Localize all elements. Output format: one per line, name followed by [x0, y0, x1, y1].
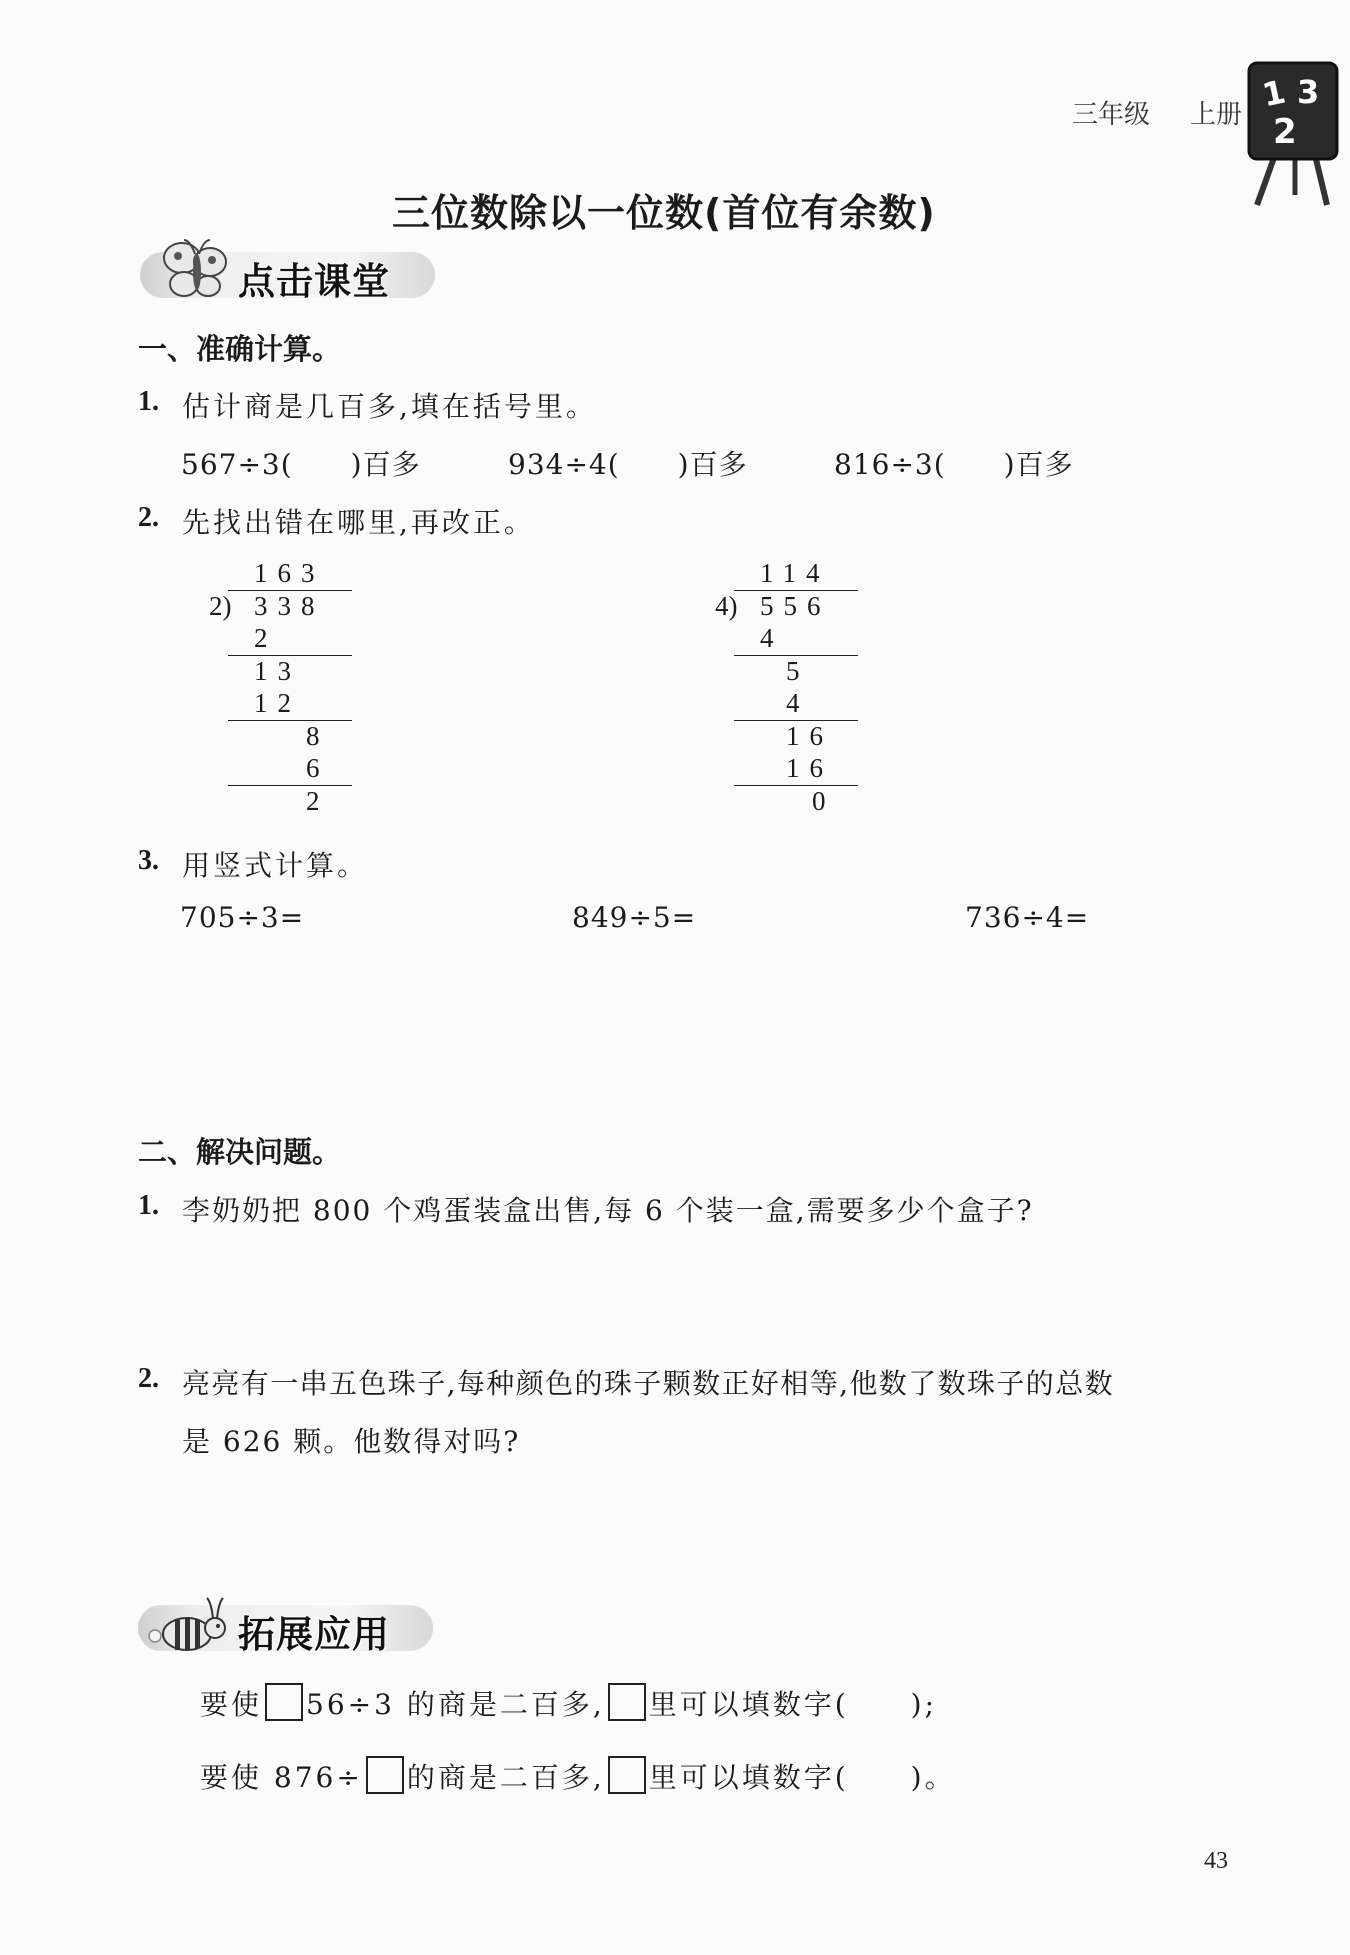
- left-step-2: 13: [254, 656, 301, 686]
- grade-label: 三年级: [1072, 100, 1151, 130]
- ext2-post: 里可以填数字( )。: [648, 1761, 956, 1794]
- right-dividend: 556: [760, 591, 831, 621]
- right-step-6: 0: [812, 786, 836, 816]
- section-badge-extension-label: 拓展应用: [238, 1613, 390, 1656]
- answer-box[interactable]: [366, 1756, 404, 1794]
- q2-text: 先找出错在哪里,再改正。: [182, 506, 535, 539]
- q1-number: 1.: [138, 386, 159, 417]
- part1-heading: 一、准确计算。: [138, 332, 342, 366]
- p2-q1-text: 李奶奶把 800 个鸡蛋装盒出售,每 6 个装一盒,需要多少个盒子?: [182, 1194, 1034, 1227]
- p2-q2-line2: 是 626 颗。他数得对吗?: [182, 1425, 521, 1458]
- q3-item-1: 705÷3=: [180, 901, 305, 934]
- left-step-6: 2: [306, 786, 330, 816]
- part2-heading: 二、解决问题。: [138, 1135, 342, 1169]
- answer-box[interactable]: [608, 1756, 646, 1794]
- left-step-3: 12: [254, 688, 301, 718]
- left-divisor: 2): [209, 591, 232, 621]
- right-step-4: 16: [786, 721, 833, 751]
- q3-number: 3.: [138, 845, 159, 876]
- extension-line-2: [200, 1756, 956, 1796]
- answer-box[interactable]: [265, 1683, 303, 1721]
- q3-item-2: 849÷5=: [572, 901, 697, 934]
- ext2-mid: 的商是二百多,: [406, 1761, 605, 1794]
- board-number-3: 3: [1297, 73, 1320, 111]
- right-step-5: 16: [786, 753, 833, 783]
- p2-q1-number: 1.: [138, 1190, 159, 1221]
- p2-q2-line1: 亮亮有一串五色珠子,每种颜色的珠子颗数正好相等,他数了数珠子的总数: [182, 1367, 1115, 1400]
- q3-text: 用竖式计算。: [182, 849, 369, 882]
- right-step-1: 4: [760, 623, 784, 653]
- answer-box[interactable]: [608, 1683, 646, 1721]
- extension-line-1: [200, 1683, 937, 1723]
- board-number-2: 2: [1273, 112, 1297, 152]
- q1-item-1: 567÷3( )百多: [181, 448, 421, 481]
- q1-item-3: 816÷3( )百多: [834, 448, 1074, 481]
- right-quotient: 114: [760, 558, 830, 588]
- chalkboard-icon: [1245, 55, 1345, 215]
- q3-item-3: 736÷4=: [965, 901, 1090, 934]
- left-dividend: 338: [254, 591, 325, 621]
- right-step-2: 5: [786, 656, 810, 686]
- butterfly-icon: [160, 236, 238, 304]
- board-number-1: 1: [1259, 72, 1289, 115]
- q1-item-2: 934÷4( )百多: [508, 448, 748, 481]
- bee-icon: [145, 1590, 237, 1656]
- section-badge-click-class-label: 点击课堂: [238, 260, 390, 303]
- q2-number: 2.: [138, 502, 159, 533]
- left-step-1: 2: [254, 623, 278, 653]
- ext1-pre: 要使: [200, 1688, 263, 1721]
- q1-text: 估计商是几百多,填在括号里。: [182, 390, 597, 423]
- right-step-3: 4: [786, 688, 810, 718]
- left-step-4: 8: [306, 721, 330, 751]
- left-quotient: 163: [254, 558, 325, 588]
- volume-label: 上册: [1190, 100, 1243, 130]
- left-step-5: 6: [306, 753, 330, 783]
- ext2-pre: 要使 876÷: [200, 1761, 363, 1794]
- p2-q2-number: 2.: [138, 1363, 159, 1394]
- ext1-post: 里可以填数字( );: [648, 1688, 938, 1721]
- right-divisor: 4): [715, 591, 738, 621]
- page-title: 三位数除以一位数(首位有余数): [392, 191, 936, 235]
- page-number: 43: [1204, 1848, 1228, 1874]
- ext1-mid: 56÷3 的商是二百多,: [306, 1688, 605, 1721]
